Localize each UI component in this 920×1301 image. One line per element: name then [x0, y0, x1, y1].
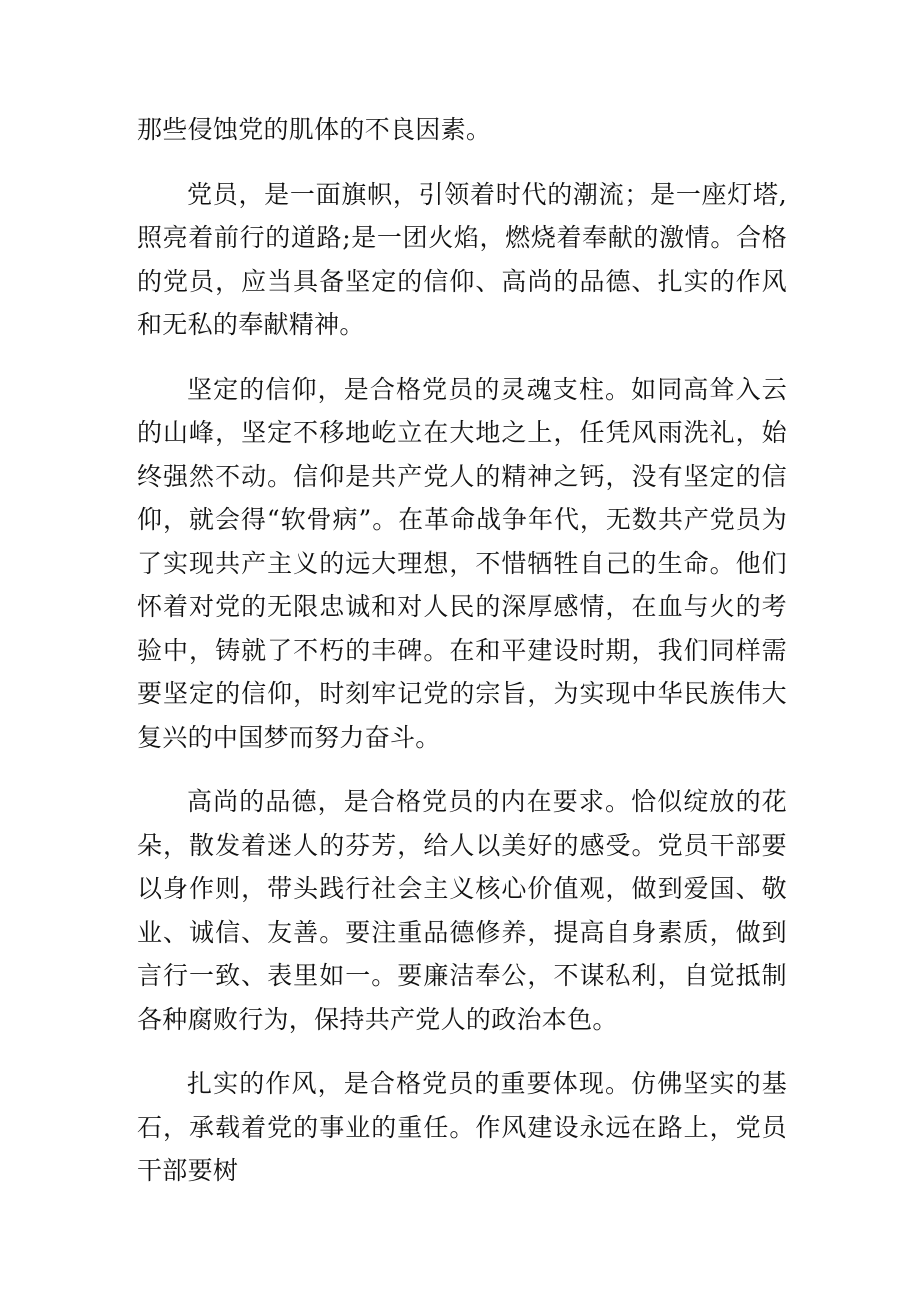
paragraph-3: 坚定的信仰，是合格党员的灵魂支柱。如同高耸入云的山峰，坚定不移地屹立在大地之上，任凭风雨洗礼，始终强然不动。信仰是共产党人的精神之钙，没有坚定的信仰，就会得“软骨病”。在革命战争年代，无数共产党员为了实现共产主义的远大理想，不惜牺牲自己的生命。他们怀着对党的无限忠诚和对人民的深厚感情，在血与火的考验中，铸就了不朽的丰碑。在和平建设时期，我们同样需要坚定的信仰，时刻牢记党的宗旨，为实现中华民族伟大复兴的中国梦而努力奋斗。	[137, 374, 787, 752]
document-body	[137, 108, 787, 1214]
paragraph-5: 扎实的作风，是合格党员的重要体现。仿佛坚实的基石，承载着党的事业的重任。作风建设永远在路上，党员干部要树	[137, 1069, 787, 1185]
paragraph-4: 高尚的品德，是合格党员的内在要求。恰似绽放的花朵，散发着迷人的芬芳，给人以美好的感受。党员干部要以身作则，带头践行社会主义核心价值观，做到爱国、敬业、诚信、友善。要注重品德修养，提高自身素质，做到言行一致、表里如一。要廉洁奉公，不谋私利，自觉抵制各种腐败行为，保持共产党人的政治本色。	[137, 787, 787, 1034]
paragraph-2: 党员，是一面旗帜，引领着时代的潮流；是一座灯塔,照亮着前行的道路;是一团火焰，燃烧着奉献的激情。合格的党员，应当具备坚定的信仰、高尚的品德、扎实的作风和无私的奉献精神。	[137, 179, 787, 339]
paragraph-1: 那些侵蚀党的肌体的不良因素。	[137, 115, 492, 144]
